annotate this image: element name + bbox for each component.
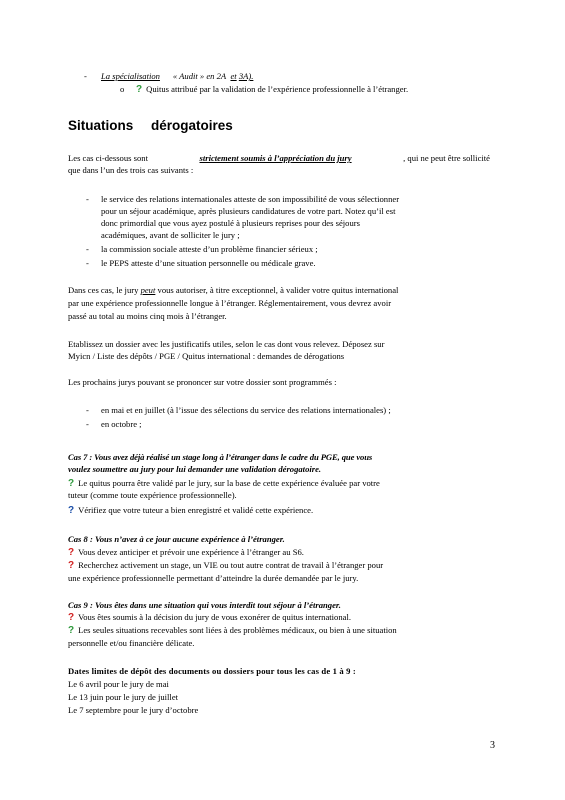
intro-line-1 — [68, 152, 490, 164]
case9-point-1-text: Vous êtes soumis à la décision du jury de vous exonérer de quitus international. — [78, 612, 351, 622]
jury-date-item: en mai et en juillet (à l’issue des sélections du service des relations internationales) ; — [101, 405, 391, 415]
bullet-dash: - — [84, 71, 87, 81]
jury-line-1 — [68, 284, 398, 296]
bullet-dash: - — [86, 405, 89, 415]
intro-text-c: , qui ne peut être sollicité — [403, 153, 490, 163]
case9-point-1 — [68, 611, 351, 624]
intro-emphasis: strictement soumis à l’appréciation du jury — [199, 153, 352, 163]
deadline-item: Le 7 septembre pour le jury d’octobre — [68, 705, 199, 715]
case8-point-1-text: Vous devez anticiper et prévoir une expérience à l’étranger au S6. — [78, 547, 304, 557]
question-icon: ? — [68, 625, 75, 636]
case9-title: Cas 9 : Vous êtes dans une situation qui vous interdit tout séjour à l’étranger. — [68, 600, 341, 610]
case-item-1-line-1: le service des relations internationales atteste de son impossibilité de vous sélectionner — [101, 194, 400, 204]
case7-point-2 — [68, 504, 313, 517]
case-item-3: le PEPS atteste d’une situation personnelle ou médicale grave. — [101, 258, 316, 268]
depot-line-2: Myicn / Liste des dépôts / PGE / Quitus international : demandes de dérogations — [68, 351, 345, 361]
specialisation-line — [101, 70, 253, 82]
case-item-1-line-3: donc primordial que vous ayez postulé à plusieurs reprises pour des séjours — [101, 218, 360, 228]
intro-text-a: Les cas ci-dessous sont — [68, 153, 148, 163]
deadline-item: Le 13 juin pour le jury de juillet — [68, 692, 179, 702]
case8-point-2-cont: une expérience professionnelle permettant d’atteindre la durée demandée par le jury. — [68, 573, 359, 583]
case9-point-2-cont: personnelle et/ou financière délicate. — [68, 638, 195, 648]
deadlines-title: Dates limites de dépôt des documents ou dossiers pour tous les cas de 1 à 9 : — [68, 666, 356, 676]
juries-intro: Les prochains jurys pouvant se prononcer sur votre dossier sont programmés : — [68, 377, 337, 387]
case8-point-1 — [68, 546, 304, 559]
jury-text-a: Dans ces cas, le jury — [68, 285, 139, 295]
question-icon: ? — [136, 84, 143, 95]
case7-title-line-1: Cas 7 : Vous avez déjà réalisé un stage long à l’étranger dans le cadre du PGE, que vous — [68, 452, 373, 462]
jury-line-2: par une expérience professionnelle longue à l’étranger. Réglementairement, vous devrez avoir — [68, 298, 392, 308]
page-number: 3 — [490, 740, 495, 751]
question-icon: ? — [68, 478, 75, 489]
deadline-item: Le 6 avril pour le jury de mai — [68, 679, 169, 689]
jury-line-3: passé au total au moins cinq mois à l’étranger. — [68, 311, 227, 321]
spec-part-3: et — [230, 71, 237, 81]
intro-line-2: que dans l’un des trois cas suivants : — [68, 165, 194, 175]
quitus-subitem-text: Quitus attribué par la validation de l’expérience professionnelle à l’étranger. — [146, 84, 409, 94]
jury-date-item: en octobre ; — [101, 419, 142, 429]
depot-line-1: Etablissez un dossier avec les justificatifs utiles, selon le cas dont vous relevez. Déposez sur — [68, 339, 385, 349]
case-item-1-line-4: académiques, avant de solliciter le jury ; — [101, 230, 240, 240]
spec-part-2: « Audit » en 2A — [172, 71, 227, 81]
case9-point-2-text: Les seules situations recevables sont liées à des problèmes médicaux, ou bien à une situation — [78, 625, 397, 635]
question-icon: ? — [68, 505, 75, 516]
section-title: Situations dérogatoires — [68, 118, 233, 133]
jury-text-c: vous autoriser, à titre exceptionnel, à valider votre quitus international — [157, 285, 399, 295]
bullet-dash: - — [86, 419, 89, 429]
bullet-dash: - — [86, 258, 89, 268]
case-item-1-line-2: pour un séjour académique, après plusieurs candidatures de votre part. Notez qu’il est — [101, 206, 396, 216]
case8-point-2-text: Recherchez activement un stage, un VIE ou tout autre contrat de travail à l’étranger pour — [78, 560, 384, 570]
quitus-subitem — [136, 83, 408, 96]
bullet-dash: - — [86, 244, 89, 254]
question-icon: ? — [68, 547, 75, 558]
case7-point-1-cont: tuteur (comme toute expérience professionnelle). — [68, 490, 237, 500]
jury-text-peut: peut — [140, 285, 156, 295]
case8-title: Cas 8 : Vous n’avez à ce jour aucune expérience à l’étranger. — [68, 534, 285, 544]
case7-point-2-text: Vérifiez que votre tuteur a bien enregistré et validé cette expérience. — [78, 505, 314, 515]
spec-part-4: 3A). — [238, 71, 254, 81]
question-icon: ? — [68, 560, 75, 571]
sub-bullet-marker: o — [120, 84, 125, 94]
case9-point-2 — [68, 624, 397, 637]
case-item-2: la commission sociale atteste d’un problème financier sérieux ; — [101, 244, 318, 254]
question-icon: ? — [68, 612, 75, 623]
spec-part-1: La spécialisation — [101, 71, 160, 81]
bullet-dash: - — [86, 194, 89, 204]
case7-title-line-2: voulez soumettre au jury pour lui demander une validation dérogatoire. — [68, 464, 322, 474]
case7-point-1-text: Le quitus pourra être validé par le jury, sur la base de cette expérience évaluée par votre — [78, 478, 380, 488]
case8-point-2 — [68, 559, 383, 572]
